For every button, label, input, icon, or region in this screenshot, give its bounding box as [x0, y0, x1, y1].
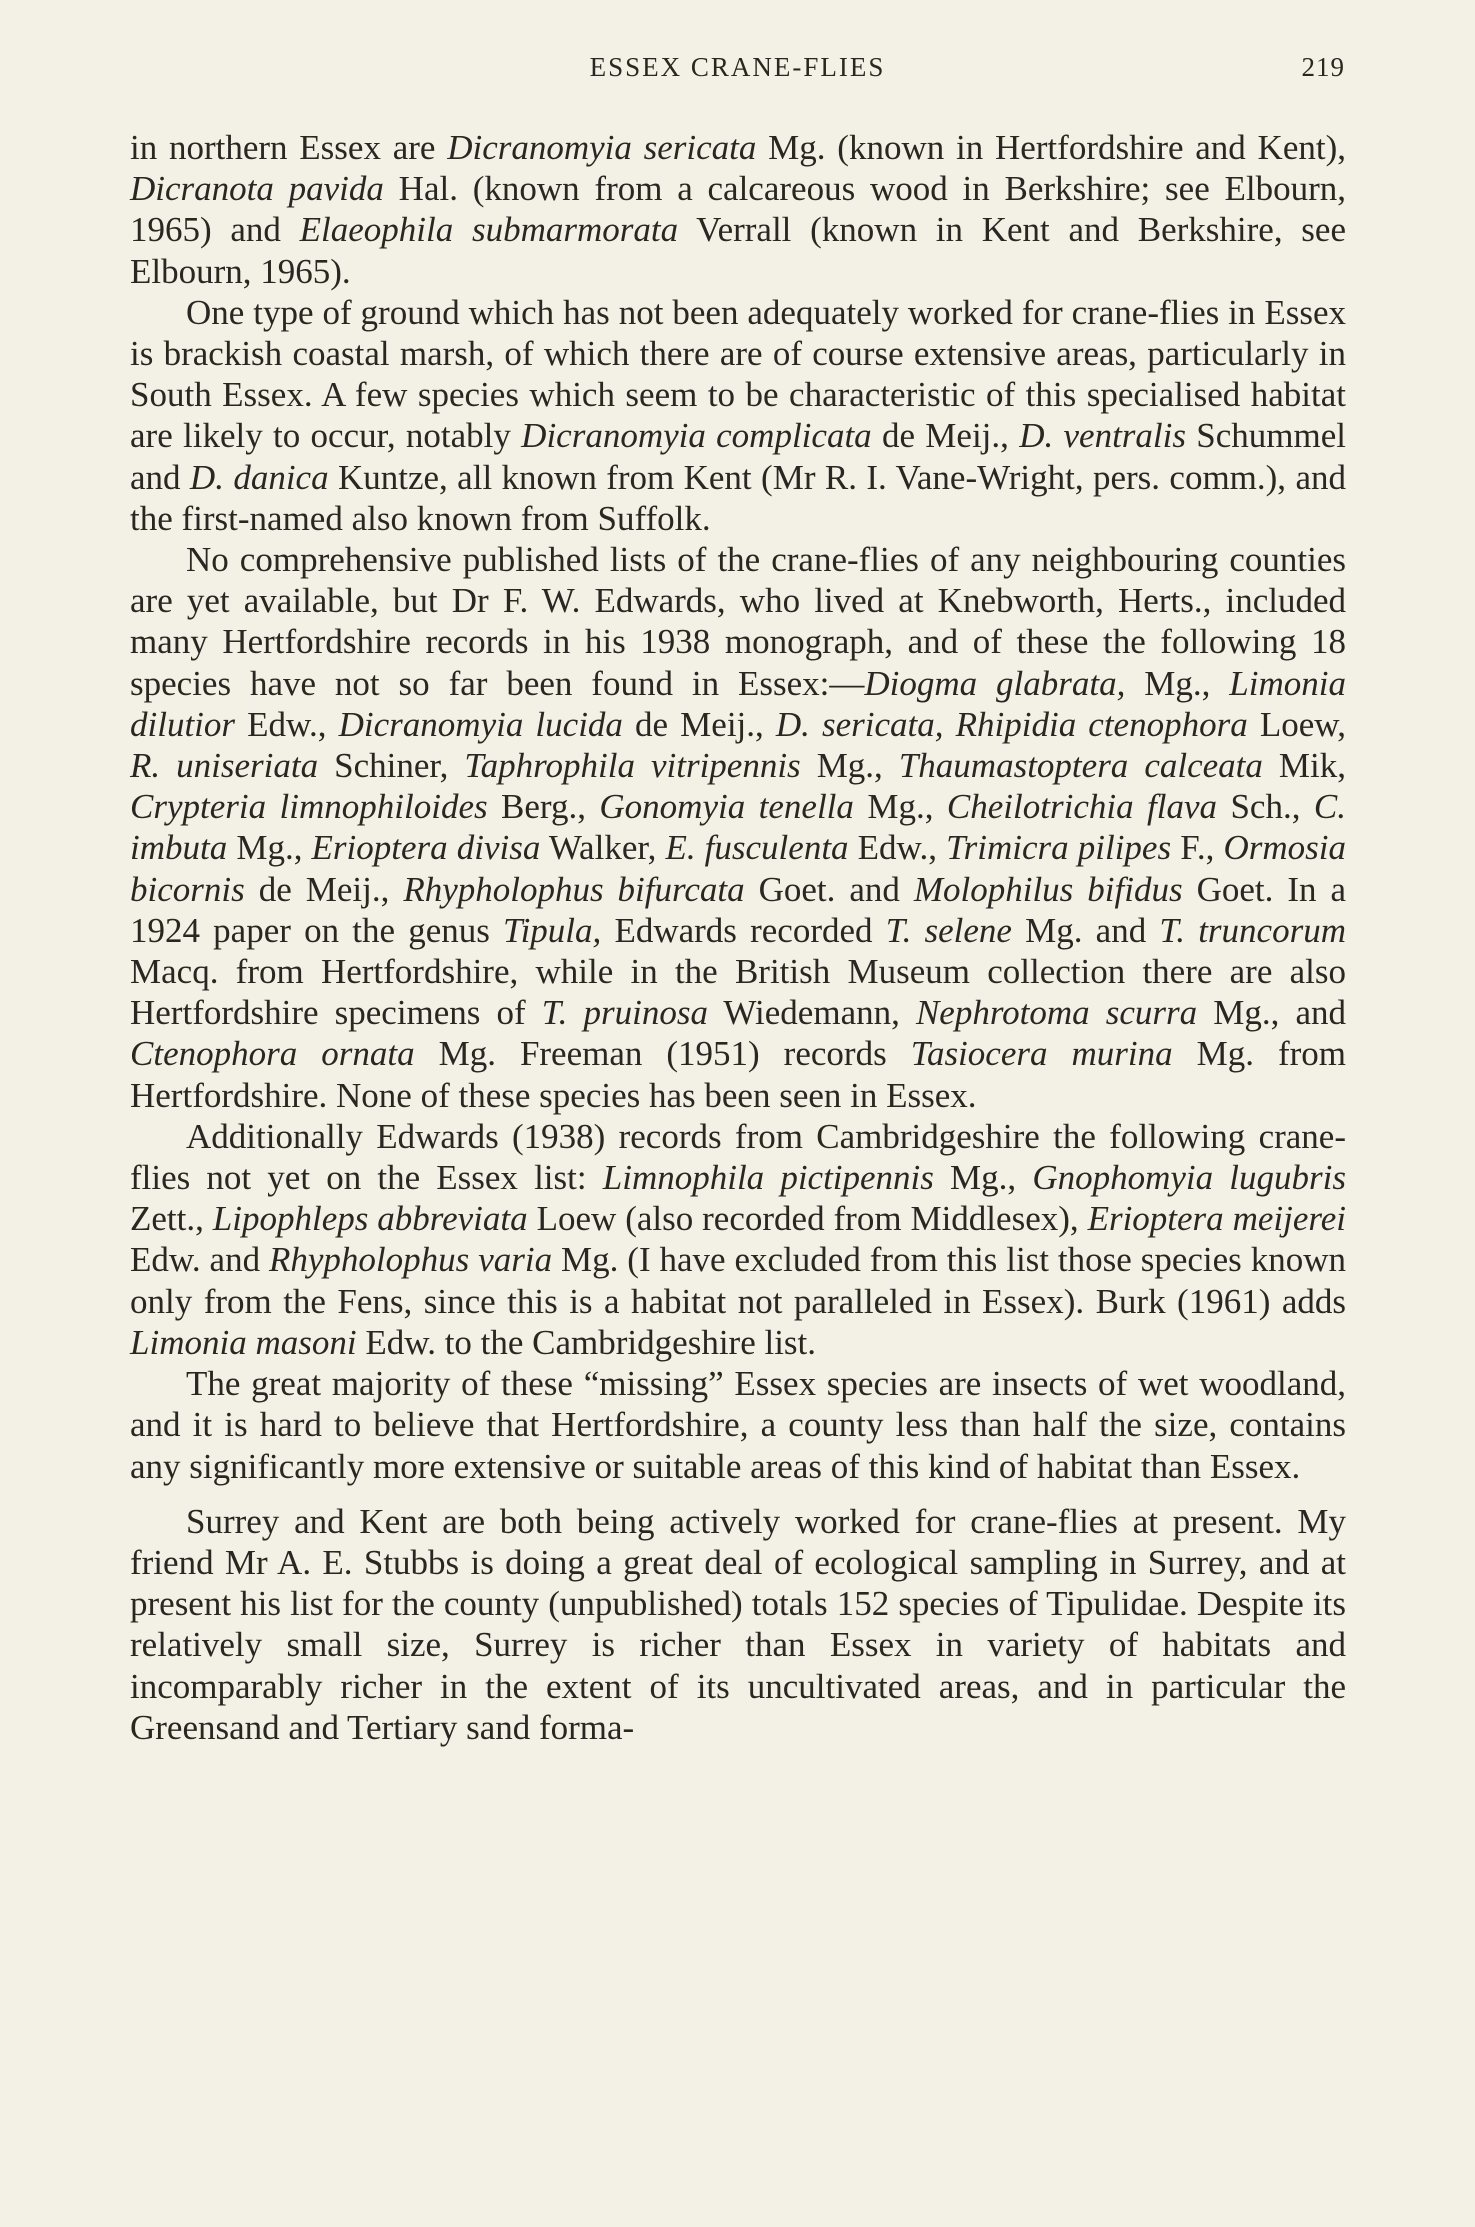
italic-taxon-name: Tipula, — [503, 910, 602, 950]
italic-taxon-name: C. imbuta — [130, 787, 1347, 868]
italic-taxon-name: Tasiocera murina — [910, 1034, 1173, 1074]
italic-taxon-name: Cheilotrichia flava — [946, 787, 1218, 827]
paragraph — [130, 127, 1346, 292]
text-run: Schiner, — [318, 746, 465, 786]
text-run: Edw. and — [130, 1240, 270, 1280]
paragraph — [130, 1363, 1346, 1487]
italic-taxon-name: Gnophomyia lugubris — [1032, 1158, 1346, 1198]
italic-taxon-name: Trimicra pilipes — [946, 828, 1172, 868]
italic-taxon-name: Dicranomyia lucida — [338, 704, 623, 744]
text-run: No comprehensive published lists of the crane-flies of any neighbouring counties are yet available, but Dr F. W. Edwards, who lived at Knebworth, Herts., included many Hertfordshire records in his 1938 monograph, and of these the following 18 species have not so far been found in Essex:— — [130, 540, 1346, 703]
text-run: Verrall (known in Kent and Berkshire, see Elbourn, 1965). — [130, 210, 1346, 291]
text-run: Mg., — [227, 828, 312, 868]
text-run: de Meij., — [622, 704, 776, 744]
italic-taxon-name: Gonomyia tenella — [599, 787, 854, 827]
italic-taxon-name: Lipophleps abbreviata — [212, 1199, 528, 1239]
italic-taxon-name: Molophilus bifidus — [913, 869, 1183, 909]
italic-taxon-name: Crypteria limnophiloides — [130, 787, 488, 827]
italic-taxon-name: Nephrotoma scurra — [915, 993, 1198, 1033]
text-run: Edwards recorded — [601, 910, 886, 950]
italic-taxon-name: D. sericata, Rhipidia ctenophora — [775, 704, 1248, 744]
italic-taxon-name: Thaumastoptera calceata — [898, 746, 1263, 786]
text-run: de Meij., — [244, 869, 404, 909]
text-run: Mg., — [933, 1158, 1033, 1198]
text-run: Wiedemann, — [707, 993, 916, 1033]
text-run: Mg. (known in Hertfordshire and Kent), — [756, 128, 1346, 167]
paragraph — [130, 539, 1346, 1116]
italic-taxon-name: Limonia masoni — [130, 1322, 357, 1362]
text-run: F., — [1171, 828, 1224, 868]
text-run: Sch., — [1217, 787, 1314, 827]
text-run: Loew (also recorded from Middlesex), — [527, 1199, 1088, 1239]
paragraph — [130, 1501, 1346, 1748]
italic-taxon-name: Dicranomyia complicata — [521, 416, 872, 456]
italic-taxon-name: T. selene — [885, 910, 1012, 950]
running-head — [130, 52, 1345, 92]
text-run: Zett., — [130, 1199, 213, 1239]
text-run: Goet. and — [744, 869, 914, 909]
italic-taxon-name: R. uniseriata — [130, 746, 319, 786]
text-run: Mg. and — [1011, 910, 1160, 950]
text-run: Kuntze, all known from Kent (Mr R. I. Vane-Wright, pers. comm.), and the first-named also known from Suffolk. — [130, 457, 1346, 538]
italic-taxon-name: Ctenophora ornata — [130, 1034, 415, 1074]
italic-taxon-name: D. danica — [189, 457, 329, 497]
text-run: Walker, — [540, 828, 666, 868]
text-run: One type of ground which has not been adequately worked for crane-flies in Essex is brackish coastal marsh, of which there are of course extensive areas, particularly in South Essex. A few species which seem to be characteristic of this specialised habitat are likely to occur, notably — [130, 292, 1346, 456]
text-run: Additionally Edwards (1938) records from Cambridgeshire the following crane-flies not yet on the Essex list: — [130, 1116, 1346, 1198]
text-run: Hal. (known from a calcareous wood in Berkshire; see Elbourn, 1965) and — [130, 169, 1346, 250]
body-text — [130, 127, 1346, 1748]
text-run: Loew, — [1247, 704, 1346, 744]
italic-taxon-name: Rhypholophus bifurcata — [403, 869, 745, 909]
text-run: Edw., — [848, 828, 947, 868]
page-number: 219 — [1301, 52, 1345, 82]
text-run: Mg. (I have excluded from this list those species known only from the Fens, since this is a habitat not paralleled in Essex). Burk (1961) adds — [130, 1240, 1346, 1321]
paragraph — [130, 1116, 1346, 1363]
text-run: Mg. Freeman (1951) records — [414, 1034, 911, 1074]
italic-taxon-name: Erioptera divisa — [311, 828, 541, 868]
italic-taxon-name: E. fusculenta — [665, 828, 849, 868]
text-run: de Meij., — [871, 416, 1020, 456]
text-run: Mg., and — [1197, 993, 1346, 1033]
text-run: Mg., — [853, 787, 947, 827]
paragraph — [130, 292, 1346, 539]
italic-taxon-name: Taphrophila vitripennis — [464, 746, 801, 786]
italic-taxon-name: T. truncorum — [1159, 910, 1346, 950]
italic-taxon-name: Limonia dilutior — [130, 663, 1346, 744]
text-run: Mg., — [1125, 663, 1230, 703]
text-run: Mg. from Hertfordshire. None of these species has been seen in Essex. — [130, 1034, 1346, 1115]
italic-taxon-name: D. ventralis — [1019, 416, 1186, 456]
italic-taxon-name: Dicranomyia sericata — [447, 128, 757, 167]
italic-taxon-name: Elaeophila submarmorata — [299, 210, 679, 250]
running-title: ESSEX CRANE-FLIES — [589, 52, 886, 82]
text-run: Mik, — [1262, 746, 1347, 786]
text-run: Schummel and — [130, 416, 1346, 497]
text-run: in northern Essex are — [130, 128, 448, 167]
italic-taxon-name: Erioptera meijerei — [1087, 1199, 1346, 1239]
text-run: Edw. to the Cambridgeshire list. — [356, 1322, 817, 1362]
italic-taxon-name: Diogma glabrata, — [864, 663, 1126, 703]
text-run: Berg., — [487, 787, 600, 827]
italic-taxon-name: Rhypholophus varia — [269, 1240, 553, 1280]
italic-taxon-name: Ormosia bicornis — [130, 828, 1346, 909]
text-run: Edw., — [235, 704, 339, 744]
italic-taxon-name: Limnophila pictipennis — [602, 1158, 934, 1198]
text-run: The great majority of these “missing” Essex species are insects of wet woodland, and it is hard to believe that Hertfordshire, a county less than half the size, contains any significantly more extensive or suitable areas of this kind of habitat than Essex. — [130, 1364, 1346, 1486]
text-run: Goet. In a 1924 paper on the genus — [130, 869, 1347, 950]
text-run: Macq. from Hertfordshire, while in the British Museum collection there are also Hertfordshire specimens of — [130, 952, 1346, 1033]
italic-taxon-name: Dicranota pavida — [130, 169, 384, 209]
text-run: Mg., — [800, 746, 899, 786]
text-run: Surrey and Kent are both being actively worked for crane-flies at present. My friend Mr A. E. Stubbs is doing a great deal of ecological sampling in Surrey, and at present his list for the county (unpublished) totals 152 species of Tipulidae. Despite its relatively small size, Surrey is richer than Essex in variety of habitats and incomparably richer in the extent of its uncultivated areas, and in particular the Greensand and Tertiary sand forma- — [130, 1501, 1346, 1747]
italic-taxon-name: T. pruinosa — [541, 993, 708, 1033]
